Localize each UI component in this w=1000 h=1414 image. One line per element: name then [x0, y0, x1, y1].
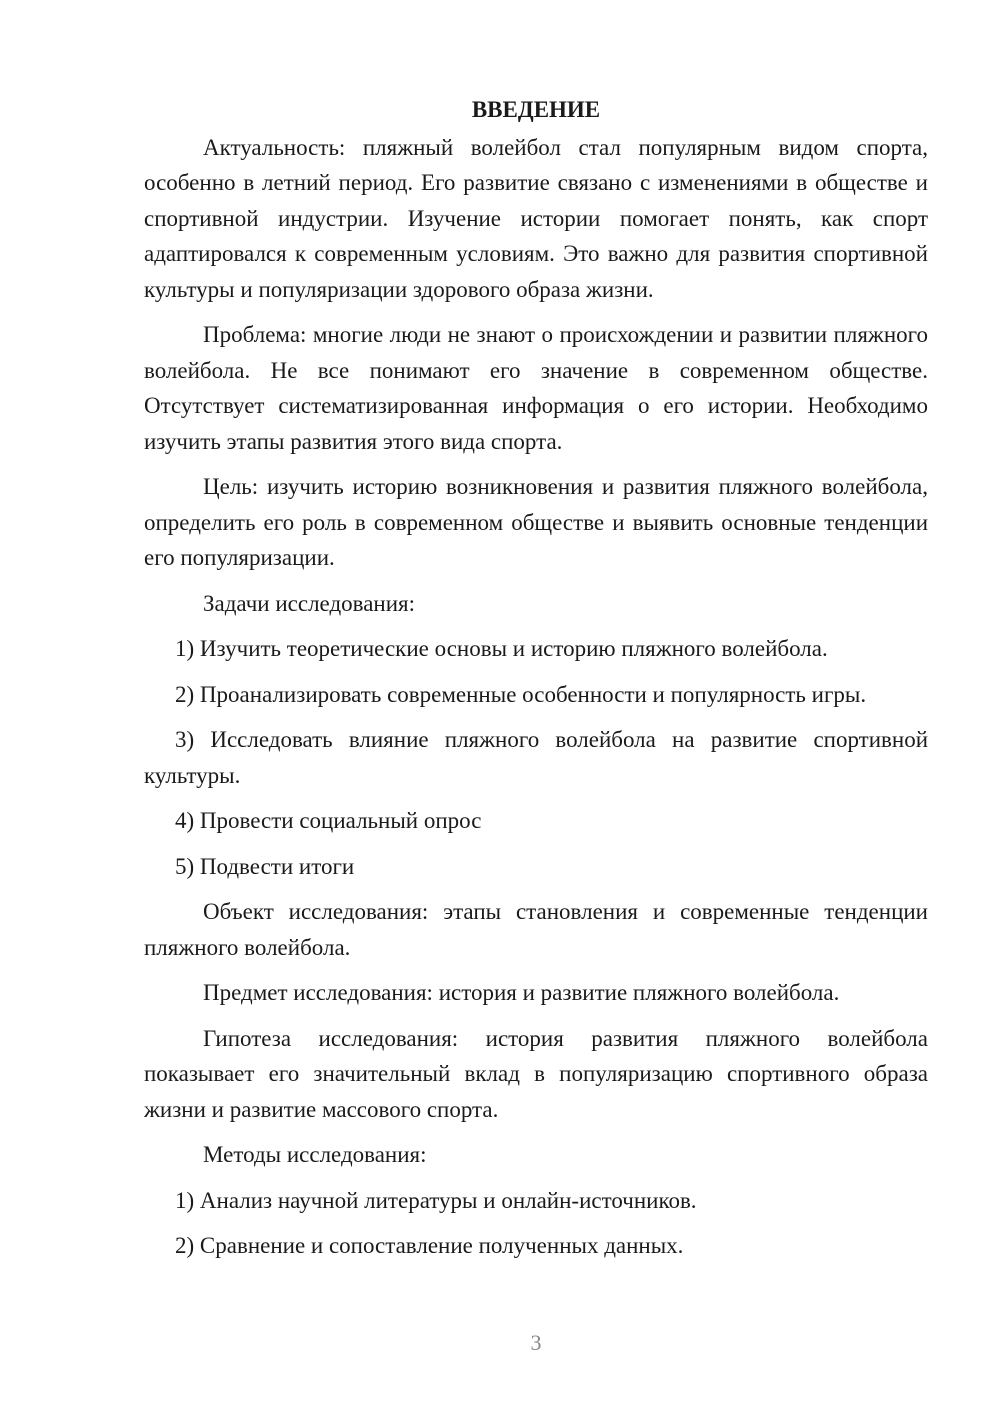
task-item-3: 3) Исследовать влияние пляжного волейбола на развитие спортивной культуры. — [144, 727, 928, 788]
goal-paragraph: Цель: изучить историю возникновения и развития пляжного волейбола, определить его роль в современном обществе и выявить основные тенденции его популяризации. — [144, 474, 928, 570]
task-item-4: 4) Провести социальный опрос — [175, 808, 482, 833]
task-item-5: 5) Подвести итоги — [175, 853, 355, 879]
page-content — [144, 92, 928, 1274]
page-title: ВВЕДЕНИЕ — [471, 97, 601, 122]
page-number: 3 — [530, 1330, 542, 1355]
object-paragraph: Объект исследования: этапы становления и современные тенденции пляжного волейбола. — [144, 899, 928, 960]
method-item-1: 1) Анализ научной литературы и онлайн-источников. — [175, 1187, 697, 1213]
subject-paragraph: Предмет исследования: история и развитие пляжного волейбола. — [203, 980, 840, 1005]
task-item-2: 2) Проанализировать современные особенности и популярность игры. — [175, 681, 867, 707]
tasks-heading: Задачи исследования: — [203, 590, 416, 616]
methods-heading: Методы исследования: — [203, 1142, 427, 1167]
problem-paragraph: Проблема: многие люди не знают о происхождении и развитии пляжного волейбола. Не все понимают его значение в современном обществе. Отсутствует систематизированная информация о его истории. Необходимо изучить этапы развития этого вида спорта. — [144, 322, 928, 454]
relevance-paragraph: Актуальность: пляжный волейбол стал популярным видом спорта, особенно в летний период. Его развитие связано с изменениями в обществе и спортивной индустрии. Изучение истории помогает понять, как спорт адаптировался к современным условиям. Это важно для развития спортивной культуры и популяризации здорового образа жизни. — [144, 134, 928, 302]
method-item-2: 2) Сравнение и сопоставление полученных данных. — [175, 1233, 684, 1258]
hypothesis-paragraph: Гипотеза исследования: история развития пляжного волейбола показывает его значительный вклад в популяризацию спортивного образа жизни и развитие массового спорта. — [144, 1025, 928, 1122]
task-item-1: 1) Изучить теоретические основы и историю пляжного волейбола. — [175, 636, 828, 661]
